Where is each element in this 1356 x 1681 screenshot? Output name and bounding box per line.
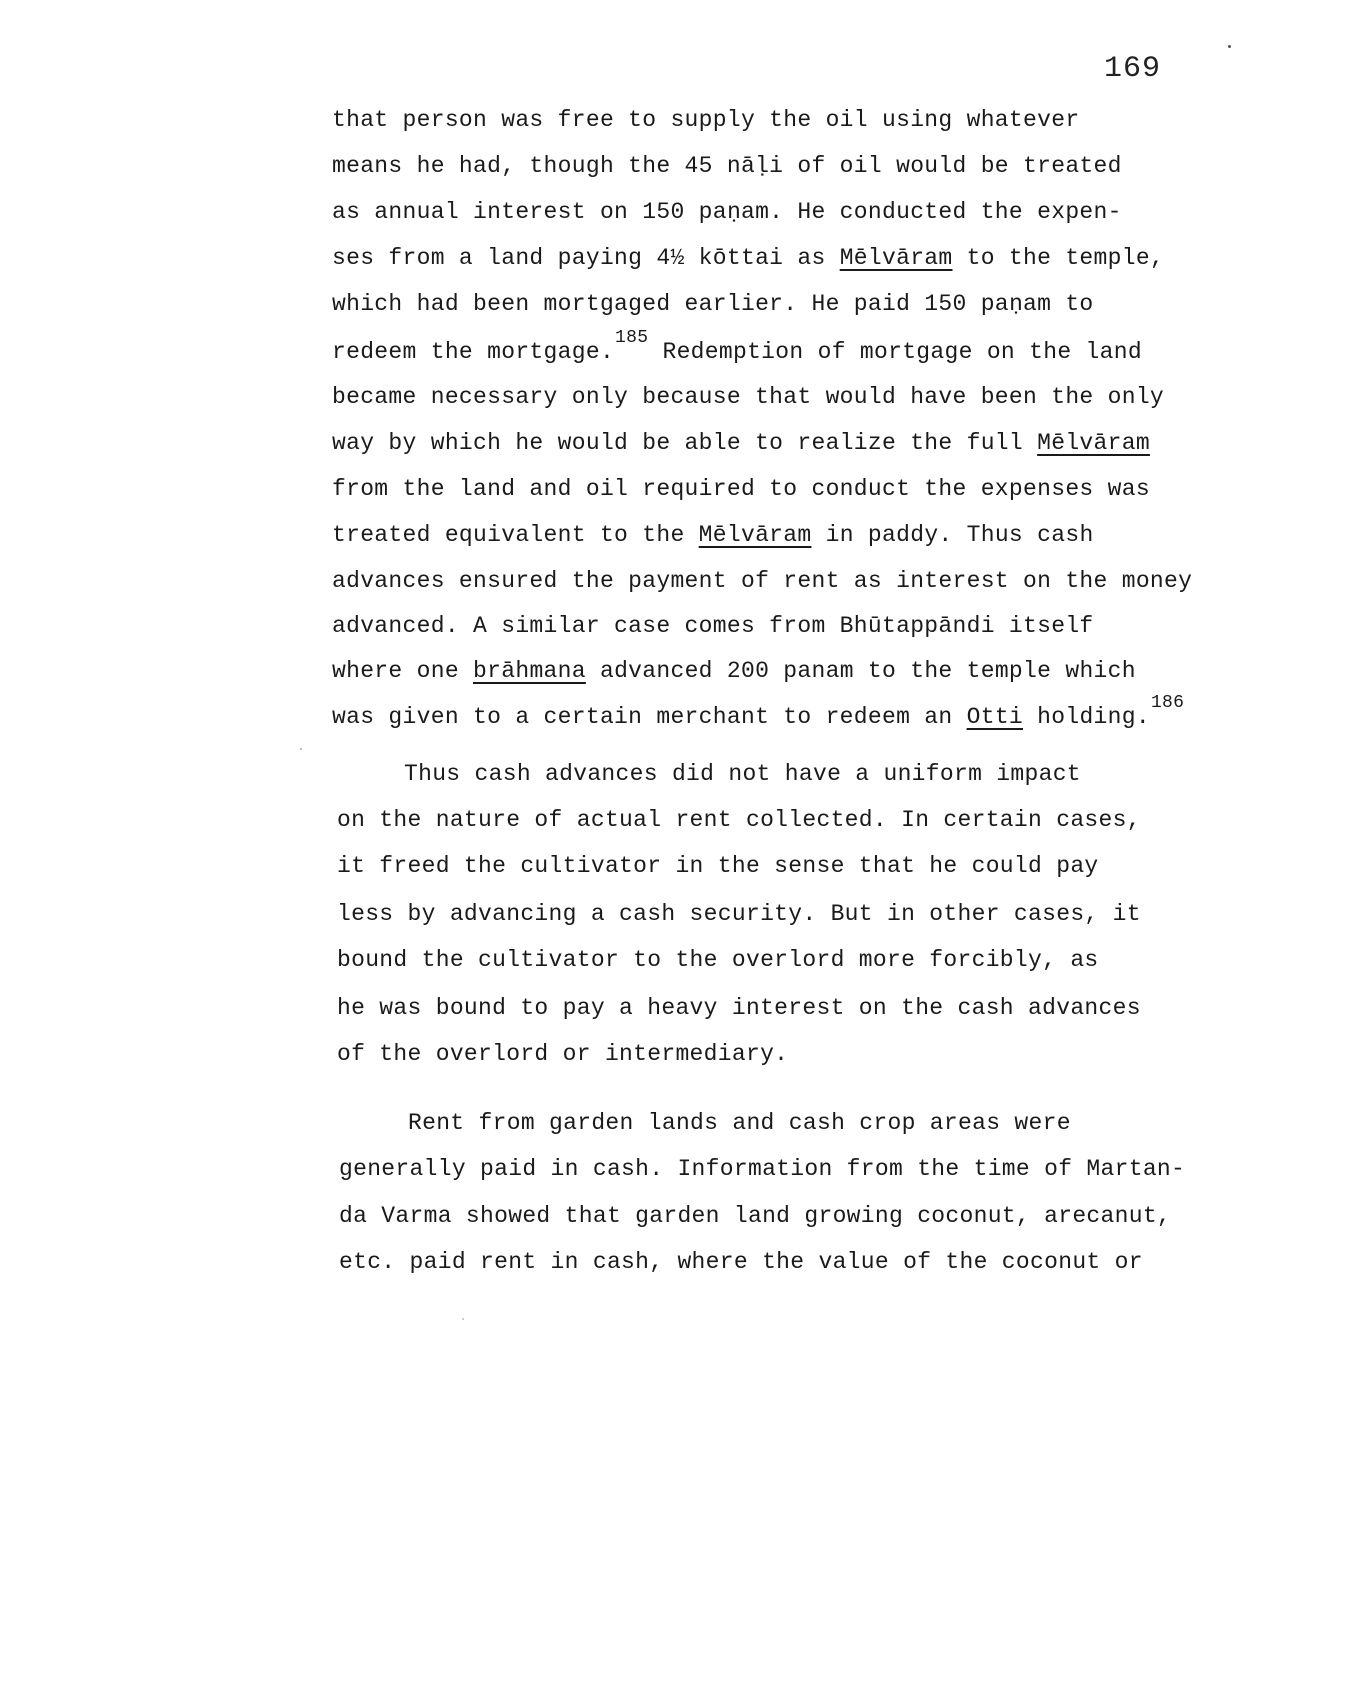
- paragraph1-line-9: from the land and oil required to conduct the expenses was: [332, 476, 1150, 502]
- paragraph2-line-5: bound the cultivator to the overlord more forcibly, as: [337, 947, 1099, 973]
- line-text: to the temple,: [952, 245, 1165, 271]
- line-text: ses from a land paying 4½ kōttai as: [332, 245, 840, 271]
- line-text: holding.: [1023, 704, 1150, 730]
- paragraph2-line-2: on the nature of actual rent collected. In certain cases,: [337, 807, 1141, 833]
- paragraph1-line-2: means he had, though the 45 nāḷi of oil would be treated: [332, 153, 1122, 179]
- paragraph3-line-4: etc. paid rent in cash, where the value of the coconut or: [339, 1249, 1143, 1275]
- footnote-ref: 186: [1150, 693, 1185, 713]
- line-text: in paddy. Thus cash: [811, 522, 1094, 548]
- paragraph1-line-1: that person was free to supply the oil using whatever: [332, 107, 1080, 133]
- scan-speck: [462, 1318, 464, 1320]
- paragraph1-line-8: [332, 430, 1150, 456]
- paragraph1-line-12: advanced. A similar case comes from Bhūtappāndi itself: [332, 613, 1094, 639]
- line-text: was given to a certain merchant to redeem an: [332, 704, 967, 730]
- line-text: redeem the mortgage.: [332, 339, 615, 365]
- line-text: treated equivalent to the: [332, 522, 699, 548]
- scan-speck: [1228, 45, 1231, 48]
- underlined-term: Mēlvāram: [839, 245, 953, 271]
- paragraph3-line-1: Rent from garden lands and cash crop areas were: [408, 1110, 1071, 1136]
- line-text: where one: [332, 658, 474, 684]
- paragraph2-line-6: he was bound to pay a heavy interest on the cash advances: [337, 995, 1141, 1021]
- underlined-term: brāhmana: [473, 658, 586, 684]
- paragraph2-line-7: of the overlord or intermediary.: [337, 1041, 789, 1067]
- line-text: advanced 200 panam to the temple which: [585, 658, 1136, 684]
- line-text: way by which he would be able to realize the full: [332, 430, 1038, 456]
- paragraph1-line-14: [332, 693, 1185, 730]
- underlined-term: Mēlvāram: [1037, 430, 1150, 456]
- paragraph2-line-3: it freed the cultivator in the sense that he could pay: [337, 853, 1099, 879]
- paragraph1-line-7: became necessary only because that would have been the only: [332, 384, 1165, 410]
- paragraph2-line-4: less by advancing a cash security. But in other cases, it: [337, 901, 1141, 927]
- scan-speck: [300, 748, 302, 750]
- paragraph1-line-10: [332, 522, 1094, 548]
- paragraph1-line-11: advances ensured the payment of rent as interest on the money: [332, 568, 1193, 594]
- paragraph1-line-4: [332, 245, 1164, 271]
- paragraph1-line-3: as annual interest on 150 paṇam. He conducted the expen-: [332, 199, 1122, 225]
- line-text: Redemption of mortgage on the land: [648, 339, 1142, 365]
- underlined-term: Otti: [966, 704, 1024, 730]
- paragraph1-line-5: which had been mortgaged earlier. He paid 150 paṇam to: [332, 291, 1094, 317]
- paragraph3-line-2: generally paid in cash. Information from the time of Martan-: [339, 1156, 1186, 1182]
- underlined-term: Mēlvāram: [698, 522, 812, 548]
- paragraph2-line-1: Thus cash advances did not have a uniform impact: [404, 761, 1081, 787]
- paragraph3-line-3: da Varma showed that garden land growing coconut, arecanut,: [339, 1203, 1172, 1229]
- footnote-ref: 185: [615, 328, 649, 348]
- paragraph1-line-13: [332, 658, 1136, 684]
- page-number: 169: [1104, 52, 1162, 86]
- paragraph1-line-6: [332, 328, 1142, 365]
